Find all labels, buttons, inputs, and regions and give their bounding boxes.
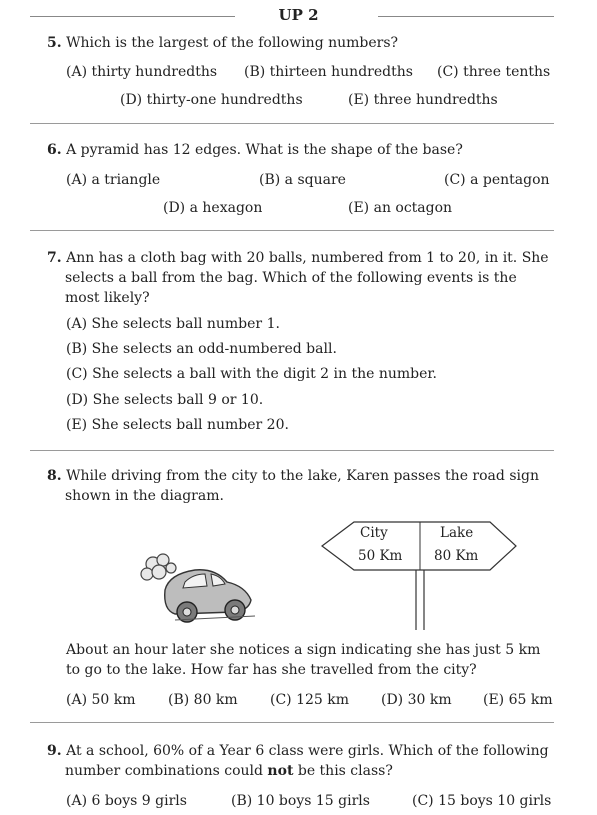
q7-option-e[interactable]: (E) She selects ball number 20. bbox=[66, 417, 289, 433]
q9-option-c[interactable]: (C) 15 boys 10 girls bbox=[412, 793, 552, 809]
header-rule-right bbox=[378, 16, 554, 17]
q5-option-b[interactable]: (B) thirteen hundredths bbox=[244, 64, 413, 80]
q5-option-a[interactable]: (A) thirty hundredths bbox=[66, 64, 218, 80]
q7-stem bbox=[47, 248, 555, 308]
q5-option-d[interactable]: (D) thirty-one hundredths bbox=[120, 92, 303, 108]
q8-option-e[interactable]: (E) 65 km bbox=[483, 692, 553, 708]
q8-option-b[interactable]: (B) 80 km bbox=[168, 692, 238, 708]
divider bbox=[30, 722, 554, 723]
q6-stem bbox=[47, 142, 463, 158]
q9-stem bbox=[47, 741, 555, 781]
sign-lake-distance: 80 Km bbox=[434, 548, 479, 564]
q8-option-c[interactable]: (C) 125 km bbox=[270, 692, 350, 708]
q6-option-d[interactable]: (D) a hexagon bbox=[163, 200, 263, 216]
q5-option-e[interactable]: (E) three hundredths bbox=[348, 92, 498, 108]
q6-number: 6. bbox=[47, 142, 62, 158]
divider bbox=[30, 123, 554, 124]
q7-option-b[interactable]: (B) She selects an odd-numbered ball. bbox=[66, 341, 337, 357]
q6-option-a[interactable]: (A) a triangle bbox=[66, 172, 161, 188]
car-icon bbox=[135, 552, 257, 626]
page-title: UP 2 bbox=[278, 6, 319, 24]
divider bbox=[30, 450, 554, 451]
q8-option-d[interactable]: (D) 30 km bbox=[381, 692, 452, 708]
sign-lake-label: Lake bbox=[440, 525, 474, 541]
q7-text: Ann has a cloth bag with 20 balls, numbered from 1 to 20, in it. She selects a ball from the bag. Which of the following events is the most likely? bbox=[65, 250, 549, 306]
q9-option-b[interactable]: (B) 10 boys 15 girls bbox=[231, 793, 370, 809]
q7-option-a[interactable]: (A) She selects ball number 1. bbox=[66, 316, 280, 332]
q8-followup-text: About an hour later she notices a sign indicating she has just 5 km to go to the lake. How far has she travelled from the city? bbox=[66, 642, 541, 678]
q7-number: 7. bbox=[47, 250, 62, 266]
q8-stem bbox=[47, 466, 555, 506]
q7-option-c[interactable]: (C) She selects a ball with the digit 2 in the number. bbox=[66, 366, 437, 382]
q9-text-before: At a school, 60% of a Year 6 class were girls. Which of the following number combinations could bbox=[65, 743, 549, 779]
q6-text: A pyramid has 12 edges. What is the shape of the base? bbox=[66, 142, 463, 158]
q9-text-after: be this class? bbox=[297, 763, 393, 779]
divider bbox=[30, 230, 554, 231]
q6-option-c[interactable]: (C) a pentagon bbox=[444, 172, 550, 188]
q9-number: 9. bbox=[47, 743, 62, 759]
q6-option-b[interactable]: (B) a square bbox=[259, 172, 346, 188]
q8-number: 8. bbox=[47, 468, 62, 484]
q5-text: Which is the largest of the following numbers? bbox=[66, 35, 399, 51]
q8-option-a[interactable]: (A) 50 km bbox=[66, 692, 136, 708]
q5-stem bbox=[47, 35, 398, 51]
q5-option-c[interactable]: (C) three tenths bbox=[437, 64, 551, 80]
sign-city-label: City bbox=[360, 525, 388, 541]
q9-text-bold: not bbox=[267, 763, 294, 779]
q8-text: While driving from the city to the lake, Karen passes the road sign shown in the diagram. bbox=[65, 468, 539, 504]
q5-number: 5. bbox=[47, 35, 62, 51]
road-sign bbox=[320, 520, 520, 632]
q9-option-a[interactable]: (A) 6 boys 9 girls bbox=[66, 793, 187, 809]
q6-option-e[interactable]: (E) an octagon bbox=[348, 200, 453, 216]
sign-city-distance: 50 Km bbox=[358, 548, 403, 564]
q7-option-d[interactable]: (D) She selects ball 9 or 10. bbox=[66, 392, 264, 408]
